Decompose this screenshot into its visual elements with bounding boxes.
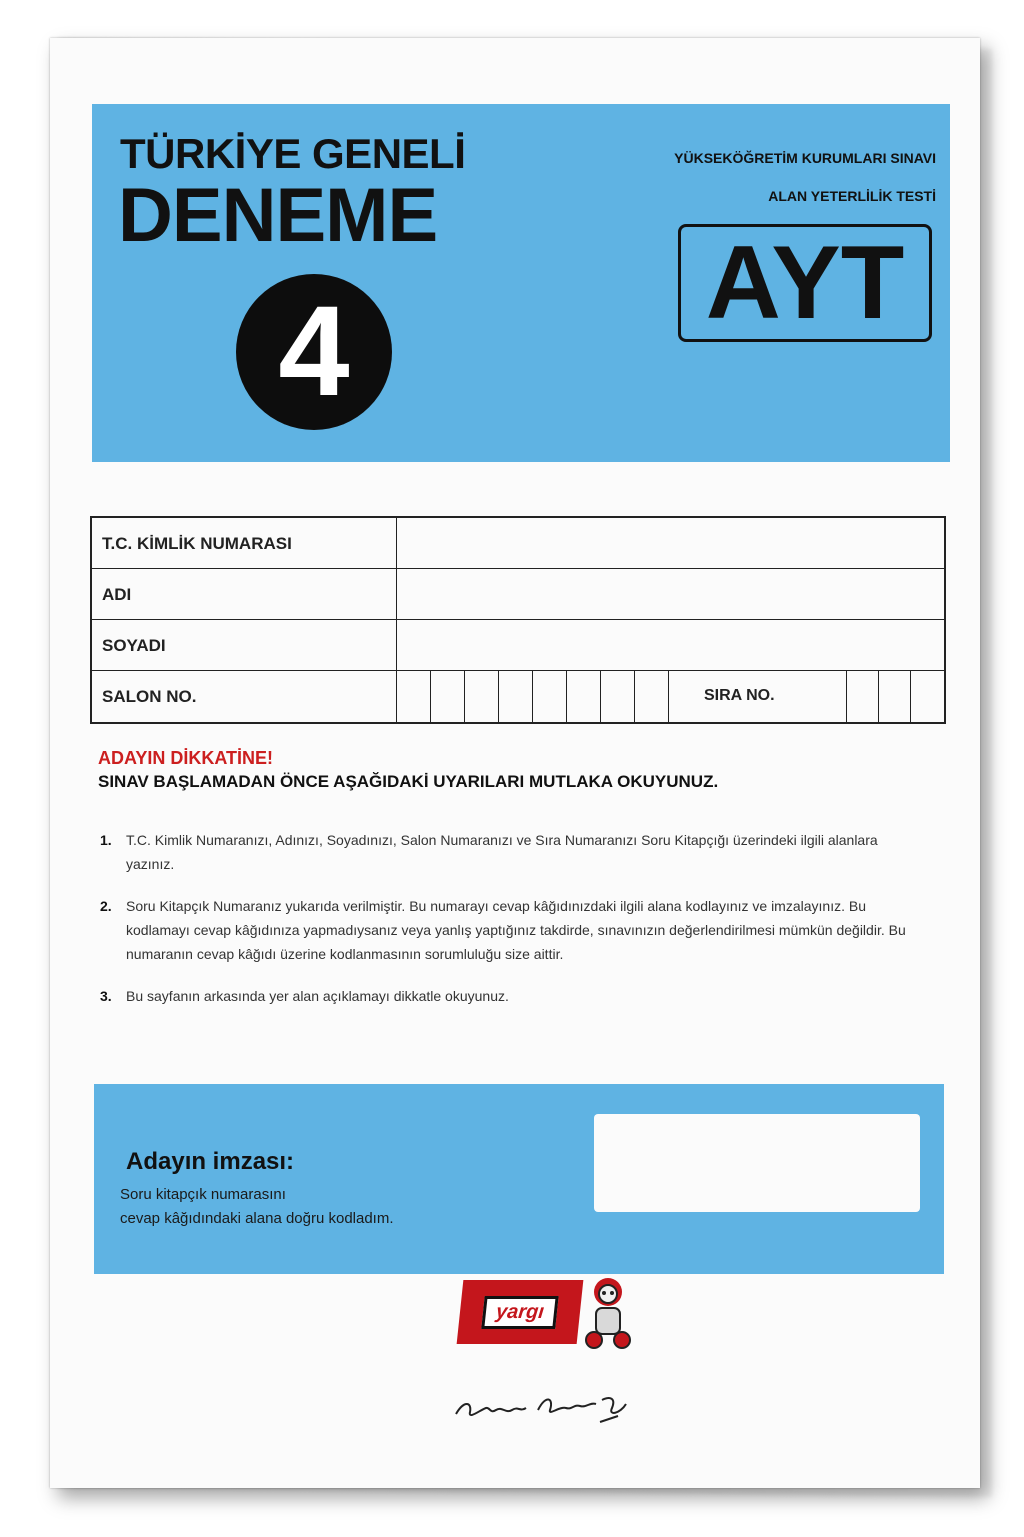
attention-subtitle: SINAV BAŞLAMADAN ÖNCE AŞAĞIDAKİ UYARILARI MUTLAKA OKUYUNUZ. — [98, 772, 719, 791]
signature-text-line2: cevap kâğıdındaki alana doğru kodladım. — [120, 1210, 394, 1227]
table-row-tc — [92, 518, 944, 569]
candidate-info-table — [90, 516, 946, 724]
attention-title: ADAYIN DİKKATİNE! — [98, 748, 274, 768]
list-item-number: 1. — [100, 832, 112, 848]
row-label: ADI — [102, 585, 132, 604]
sira-digit-box — [846, 671, 847, 722]
signature-panel — [94, 1084, 944, 1274]
row-label: SALON NO. — [102, 687, 197, 706]
list-item — [100, 894, 920, 966]
list-item — [100, 984, 920, 1008]
signature-text-line1: Soru kitapçık numarasını — [120, 1186, 286, 1203]
list-item-number: 2. — [100, 898, 112, 914]
list-item-text: T.C. Kimlik Numaranızı, Adınızı, Soyadınızı, Salon Numaranızı ve Sıra Numaranızı Soru Kitapçığı üzerindeki ilgili alanlara yazınız. — [126, 832, 878, 872]
title-line2: DENEME — [118, 173, 438, 258]
salon-digit-box — [532, 671, 533, 722]
list-item-text: Soru Kitapçık Numaranız yukarıda verilmiştir. Bu numarayı cevap kâğıdınızdaki ilgili alana kodlayınız ve imzalayınız. Bu kodlamayı cevap kâğıdınıza yapmadıysanız veya yanlış yaptığınız takdirde, sınavınızın değerlendirilmesi mümkün değildir. Bu numaranın cevap kâğıdı üzerine kodlanmasının sorumluluğu size aittir. — [126, 898, 906, 962]
row-label: SOYADI — [102, 636, 166, 655]
booklet-cover — [50, 38, 980, 1488]
salon-digit-box — [430, 671, 431, 722]
table-row-surname — [92, 620, 944, 671]
salon-digit-box — [464, 671, 465, 722]
list-item-text: Bu sayfanın arkasında yer alan açıklamayı dikkatle okuyunuz. — [126, 988, 509, 1004]
table-row-salon — [92, 671, 944, 722]
sira-digit-box — [910, 671, 911, 722]
exam-code-box: AYT — [678, 224, 932, 342]
salon-digit-box — [566, 671, 567, 722]
exam-number-badge: 4 — [236, 274, 392, 430]
publisher-logo — [460, 1274, 640, 1364]
title-line1: TÜRKİYE GENELİ — [120, 130, 466, 177]
list-item-number: 3. — [100, 988, 112, 1004]
signature-title: Adayın imzası: — [126, 1148, 295, 1175]
row-label: T.C. KİMLİK NUMARASI — [102, 534, 292, 553]
table-row-name — [92, 569, 944, 620]
salon-digit-box — [668, 671, 669, 722]
sira-label: SIRA NO. — [704, 687, 775, 704]
exam-name-line2: ALAN YETERLİLİK TESTİ — [768, 188, 936, 204]
mascot-icon — [584, 1274, 632, 1352]
publisher-logo-text: yargı — [481, 1296, 558, 1329]
instruction-list — [100, 828, 920, 1026]
signature-field[interactable] — [594, 1114, 920, 1212]
salon-digit-box — [600, 671, 601, 722]
handwritten-signature-icon — [450, 1380, 640, 1430]
salon-digit-box — [498, 671, 499, 722]
publisher-logo-badge — [457, 1280, 584, 1344]
cover-header — [92, 104, 950, 462]
exam-name-line1: YÜKSEKÖĞRETİM KURUMLARI SINAVI — [674, 150, 936, 166]
list-item — [100, 828, 920, 876]
salon-digit-box — [634, 671, 635, 722]
sira-digit-box — [878, 671, 879, 722]
